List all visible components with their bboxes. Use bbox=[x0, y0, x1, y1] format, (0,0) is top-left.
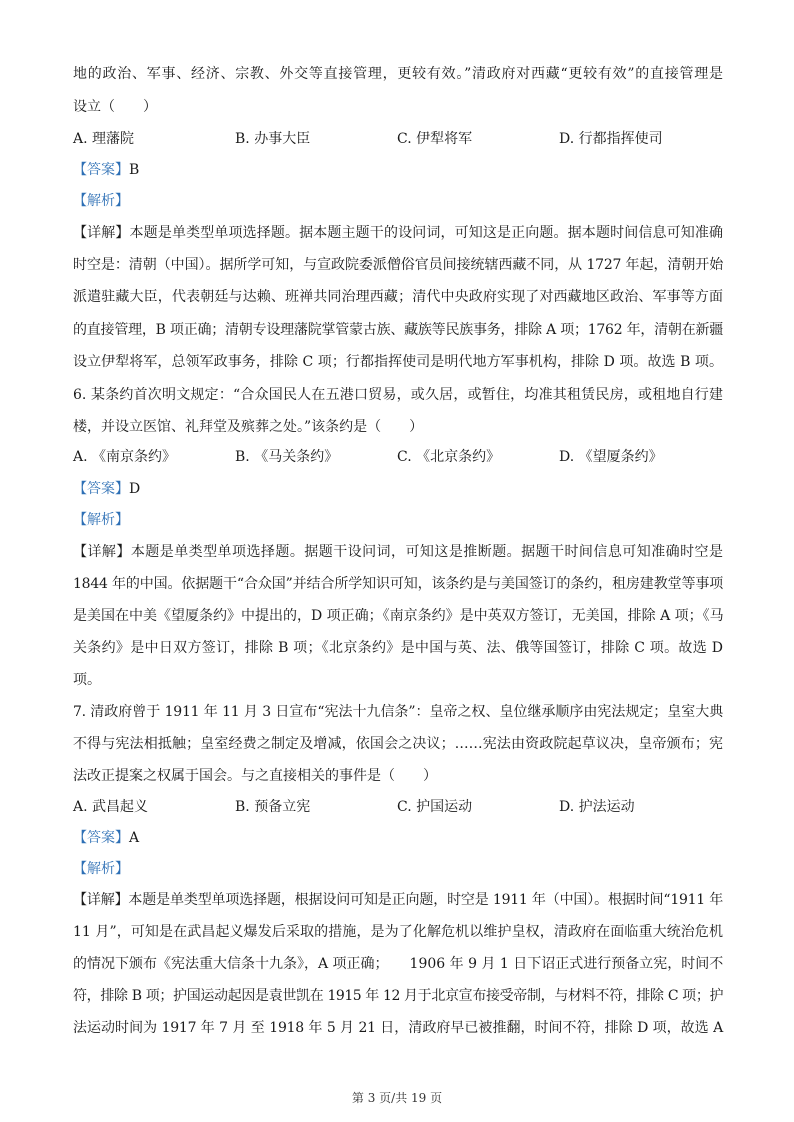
q7-detail-line-2: 11 月”，可知是在武昌起义爆发后采取的措施，是为了化解危机以维护皇权，清政府在面临重大统治危机 bbox=[73, 924, 723, 940]
q5-detail-line-5: 设立伊犁将军，总领军政事务，排除 C 项；行都指挥使司是明代地方军事机构，排除 D 项。故选 B 项。 bbox=[73, 354, 723, 370]
q5-detail-line-1 bbox=[73, 223, 723, 243]
q5-detail-line-3: 派遣驻藏大臣，代表朝廷与达赖、班禅共同治理西藏；清代中央政府实现了对西藏地区政治、军事等方面 bbox=[73, 289, 723, 305]
answer-tag: 【答案】 bbox=[73, 830, 129, 846]
q5-option-a: A. 理藩院 bbox=[73, 131, 135, 147]
q5-stem-line-2: 设立（ ） bbox=[73, 99, 157, 115]
q7-stem-line-1: 7. 清政府曾于 1911 年 11 月 3 日宣布“宪法十九信条”：皇帝之权、皇位继承顺序由宪法规定；皇室大典 bbox=[73, 704, 723, 720]
q7-option-d: D. 护法运动 bbox=[559, 799, 635, 815]
answer-tag: 【答案】 bbox=[73, 162, 129, 178]
q6-answer-value: D bbox=[129, 481, 141, 497]
q6-option-c: C. 《北京条约》 bbox=[397, 449, 501, 465]
q5-answer-value: B bbox=[129, 162, 140, 178]
q6-detail-line-4: 关条约》是中日双方签订，排除 B 项；《北京条约》是中国与英、法、俄等国签订，排除 C 项。故选 D bbox=[73, 640, 723, 656]
q6-detail-line-5: 项。 bbox=[73, 672, 101, 688]
q5-detail-text-1: 本题是单类型单项选择题。据本题主题干的设问词，可知这是正向题。据本题时间信息可知准确 bbox=[129, 225, 724, 241]
q5-detail-line-4: 的直接管理，B 项正确；清朝专设理藩院掌管蒙古族、藏族等民族事务，排除 A 项；1762 年，清朝在新疆 bbox=[73, 322, 723, 338]
q6-detail-text-1: 本题是单类型单项选择题。据题干设问词，可知这是推断题。据题干时间信息可知准确时空是 bbox=[130, 544, 724, 560]
q5-option-b: B. 办事大臣 bbox=[235, 131, 311, 147]
detail-tag: 【详解】 bbox=[73, 544, 131, 560]
q7-stem-line-2: 不得与宪法相抵触；皇室经费之制定及增减，依国会之决议；……宪法由资政院起草议决，皇帝颁布；宪 bbox=[73, 736, 723, 752]
q7-detail-line-5: 法运动时间为 1917 年 7 月 至 1918 年 5 月 21 日，清政府早已被推翻，时间不符，排除 D 项，故选 A bbox=[73, 1020, 723, 1036]
q6-stem-line-2: 楼，并设立医馆、礼拜堂及殡葬之处。”该条约是（ ） bbox=[73, 419, 424, 435]
q6-detail-line-2: 1844 年的中国。依据题干“合众国”并结合所学知识可知，该条约是与美国签订的条约，租房建教堂等事项 bbox=[73, 576, 723, 592]
q7-option-a: A. 武昌起义 bbox=[73, 799, 149, 815]
analysis-tag: 【解析】 bbox=[73, 861, 129, 877]
q6-option-d: D. 《望厦条约》 bbox=[559, 449, 663, 465]
q6-stem-line-1: 6. 某条约首次明文规定：“合众国民人在五港口贸易，或久居，或暂住，均准其租赁民房，或租地自行建 bbox=[73, 387, 723, 403]
analysis-tag: 【解析】 bbox=[73, 512, 129, 528]
answer-tag: 【答案】 bbox=[73, 481, 129, 497]
q7-detail-line-4: 符，排除 B 项；护国运动起因是袁世凯在 1915 年 12 月于北京宣布接受帝制，与材料不符，排除 C 项；护 bbox=[73, 988, 723, 1004]
q7-detail-line-1 bbox=[73, 890, 723, 910]
page-footer: 第 3 页/共 19 页 bbox=[351, 1091, 443, 1105]
q6-options bbox=[73, 447, 723, 467]
q6-detail-line-3: 是美国在中美《望厦条约》中提出的，D 项正确；《南京条约》是中英双方签订，无美国，排除 A 项；《马 bbox=[73, 608, 724, 624]
q7-detail-line-3: 的情况下颁布《宪法重大信条十九条》，A 项正确； 1906 年 9 月 1 日下诏正式进行预备立宪，时间不 bbox=[73, 956, 724, 972]
q7-answer-value: A bbox=[129, 830, 140, 846]
q5-option-d: D. 行都指挥使司 bbox=[559, 131, 663, 147]
q6-answer bbox=[73, 479, 723, 499]
q7-option-c: C. 护国运动 bbox=[397, 799, 473, 815]
q7-answer bbox=[73, 828, 723, 848]
q5-stem-line-1: 地的政治、军事、经济、宗教、外交等直接管理，更较有效。”清政府对西藏“更较有效”的直接管理是 bbox=[73, 66, 723, 82]
analysis-tag: 【解析】 bbox=[73, 193, 129, 209]
q6-option-b: B. 《马关条约》 bbox=[235, 449, 339, 465]
q6-analysis-heading bbox=[73, 510, 723, 530]
q5-option-c: C. 伊犁将军 bbox=[397, 131, 473, 147]
q5-detail-line-2: 时空是：清朝（中国）。据所学可知，与宣政院委派僧俗官员间接统辖西藏不同，从 1727 年起，清朝开始 bbox=[73, 257, 723, 273]
q6-detail-line-1 bbox=[73, 542, 723, 562]
detail-tag: 【详解】 bbox=[73, 892, 129, 908]
q6-option-a: A. 《南京条约》 bbox=[73, 449, 177, 465]
q7-stem-line-3: 法改正提案之权属于国会。与之直接相关的事件是（ ） bbox=[73, 768, 437, 784]
q5-options bbox=[73, 129, 723, 149]
q7-detail-text-1: 本题是单类型单项选择题，根据设问可知是正向题，时空是 1911 年（中国）。根据时间“1911 年 bbox=[128, 892, 724, 908]
q5-analysis-heading bbox=[73, 191, 723, 211]
q5-answer bbox=[73, 160, 723, 180]
q7-analysis-heading bbox=[73, 859, 723, 879]
q7-options bbox=[73, 797, 723, 817]
detail-tag: 【详解】 bbox=[73, 225, 130, 241]
q7-option-b: B. 预备立宪 bbox=[235, 799, 311, 815]
